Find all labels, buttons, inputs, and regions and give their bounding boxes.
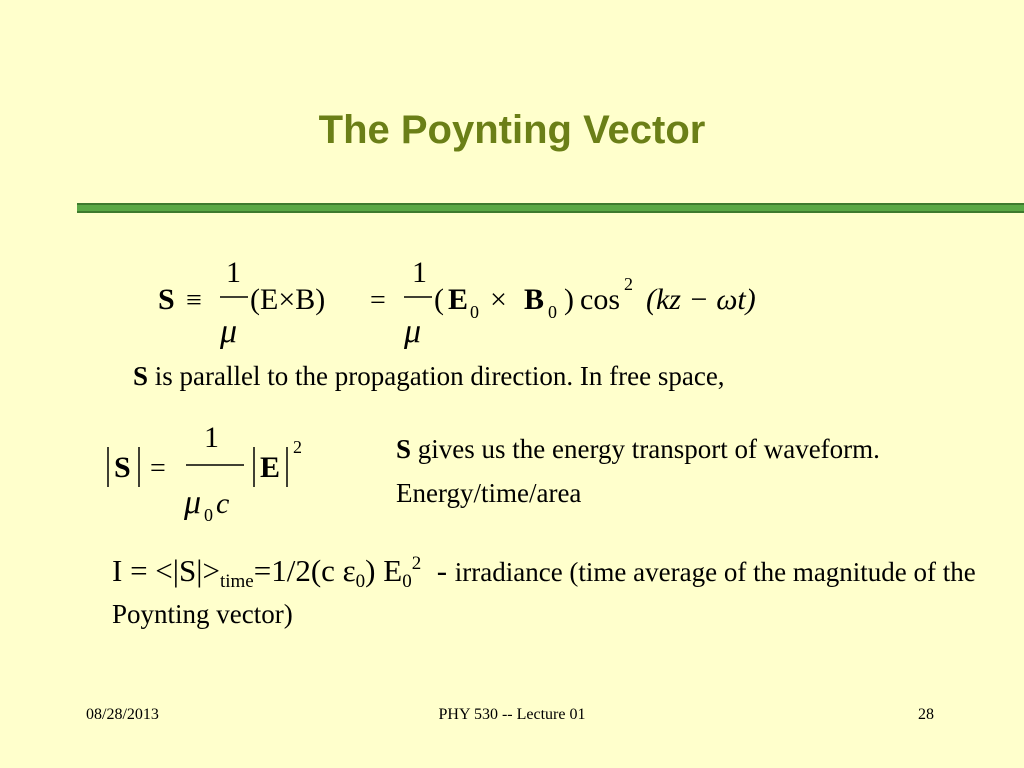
irradiance-dash: - xyxy=(421,553,455,588)
irradiance-definition xyxy=(112,550,1012,635)
eq1-E0-sub: 0 xyxy=(470,302,479,322)
footer-page-number: 28 xyxy=(918,706,934,723)
parallel-statement-text: is parallel to the propagation direction. In free space, xyxy=(148,361,725,391)
eq1-S: S xyxy=(158,283,175,316)
parallel-statement-S: S xyxy=(133,361,149,391)
irradiance-description: irradiance (time average of the magnitude of the Poynting vector) xyxy=(112,557,976,629)
irradiance-E-sup: 2 xyxy=(411,553,422,574)
parallel-statement xyxy=(133,361,725,392)
eq1-B0-sub: 0 xyxy=(548,302,557,322)
eq2-mu: μ xyxy=(184,484,202,521)
eq1-open: ( xyxy=(434,283,444,316)
eq1-equiv: ≡ xyxy=(186,285,202,316)
eq1-one-b: 1 xyxy=(412,256,427,289)
eq2-one: 1 xyxy=(204,421,219,454)
eq2-S: S xyxy=(114,451,131,484)
eq2-equals: = xyxy=(150,453,166,484)
irradiance-lhs: I = <|S|> xyxy=(112,553,220,588)
eq1-term1: (E×B) xyxy=(250,283,326,316)
eq1-equals: = xyxy=(370,285,386,316)
eq1-one-a: 1 xyxy=(226,256,241,289)
slide-title: The Poynting Vector xyxy=(318,108,706,152)
energy-transport-note xyxy=(396,427,916,515)
poynting-definition-equation xyxy=(150,250,810,360)
eq1-close: ) xyxy=(564,283,574,316)
eq1-mu-b: μ xyxy=(404,313,422,350)
irradiance-E-sub: 0 xyxy=(402,571,412,592)
title-divider xyxy=(77,203,1024,213)
footer-course: PHY 530 -- Lecture 01 xyxy=(438,706,586,723)
eq1-arg: (kz − ωt) xyxy=(646,283,756,316)
irradiance-mid: =1/2(c ε xyxy=(253,553,356,588)
energy-transport-S: S xyxy=(396,434,412,464)
eq2-pow2: 2 xyxy=(293,437,302,457)
eq1-pow2: 2 xyxy=(624,274,633,294)
irradiance-eps-sub: 0 xyxy=(355,571,366,592)
eq1-B0: B xyxy=(524,283,545,316)
eq1-E0: E xyxy=(448,283,469,316)
irradiance-close: ) E xyxy=(365,553,403,588)
eq1-mu-a: μ xyxy=(220,313,238,350)
energy-transport-text: gives us the energy transport of waveform. Energy/time/area xyxy=(396,434,880,508)
free-space-magnitude-equation xyxy=(100,415,320,535)
footer-date: 08/28/2013 xyxy=(86,706,159,723)
eq2-c: c xyxy=(216,487,230,520)
eq1-cos: cos xyxy=(580,283,620,316)
irradiance-time-sub: time xyxy=(219,571,254,592)
eq2-mu-sub: 0 xyxy=(204,505,213,525)
eq2-E: E xyxy=(260,451,281,484)
eq1-cross: × xyxy=(490,283,507,316)
